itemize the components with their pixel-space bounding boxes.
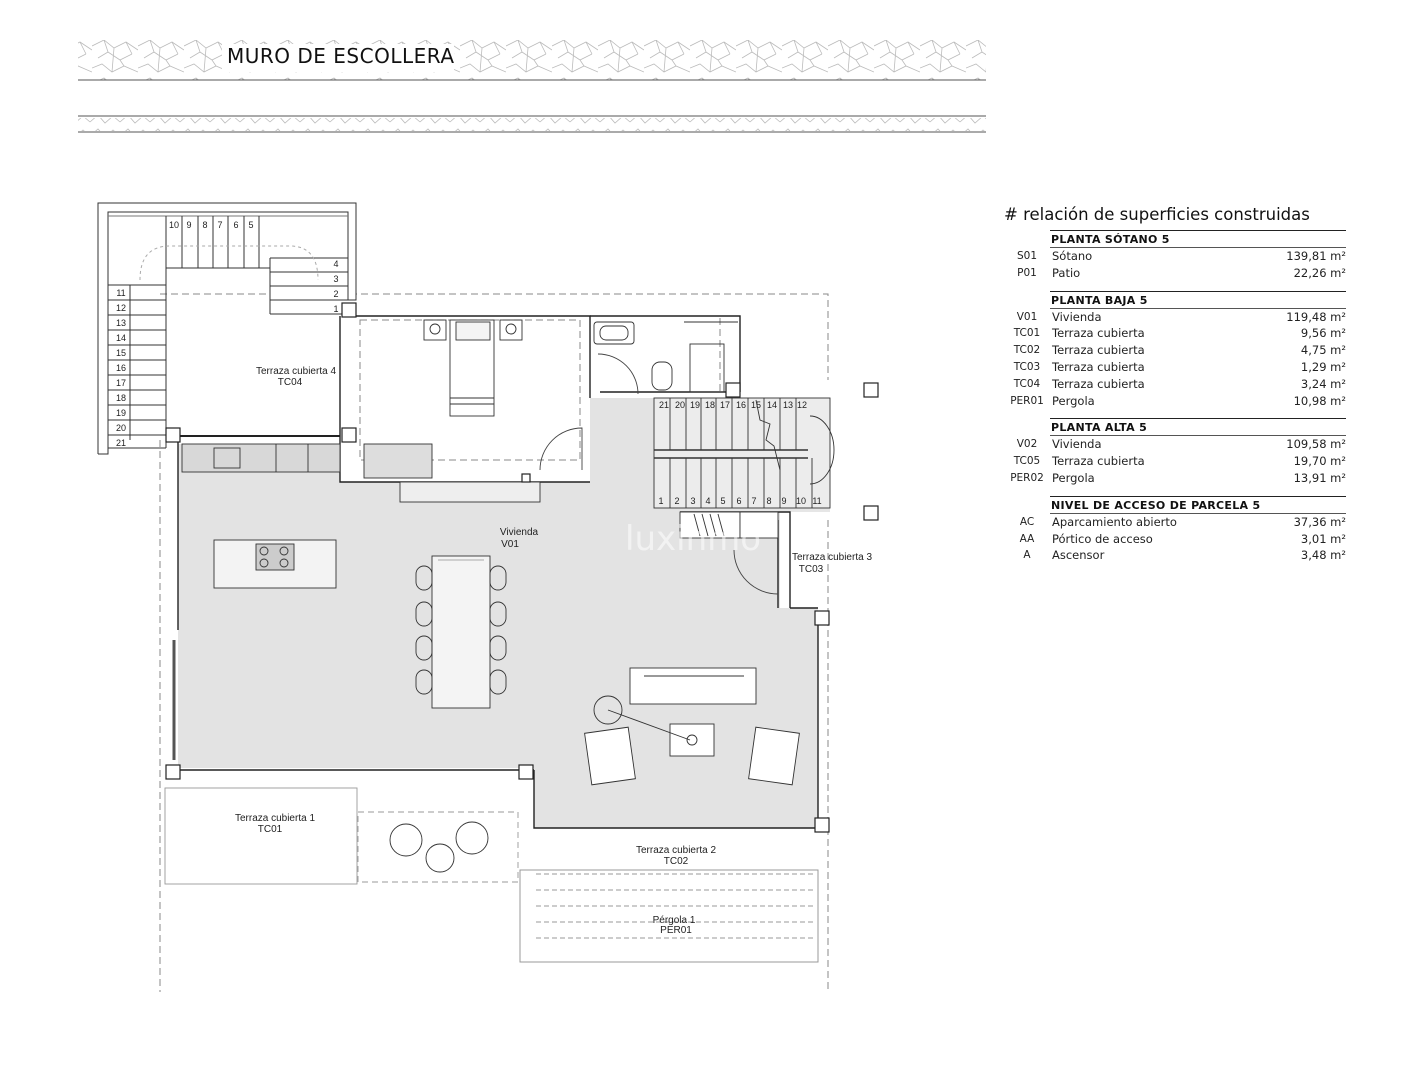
stair-number: 14 [115,333,127,343]
surface-code: A [1023,549,1031,562]
room-code-tc02: TC02 [663,856,689,867]
surface-row [1004,359,1346,376]
surface-code: PER01 [1010,394,1044,407]
room-code-tc01: TC01 [257,824,283,835]
surface-name: Vivienda [1052,437,1102,452]
stair-number: 17 [719,400,731,410]
surface-value: 3,01 m² [1300,531,1346,546]
room-name-tc01: Terraza cubierta 1 [234,813,316,824]
bathroom [594,322,738,394]
surface-code: TC04 [1013,377,1041,390]
main-stair [654,398,834,508]
stair-number: 11 [812,496,822,506]
surface-row [1004,325,1346,342]
section-title: PLANTA ALTA 5 [1050,418,1346,436]
stair-number: 5 [720,496,726,506]
room-code-tc03: TC03 [798,564,824,575]
surface-name: Terraza cubierta [1052,376,1145,391]
surface-name: Terraza cubierta [1052,454,1145,469]
surfaces-table [1004,205,1346,573]
surface-value: 4,75 m² [1300,343,1346,358]
stair-number: 21 [658,400,670,410]
surfaces-section [1004,291,1346,410]
stair-number: 20 [674,400,686,410]
surface-value: 9,56 m² [1300,326,1346,341]
stair-number: 6 [736,496,742,506]
surface-value: 119,48 m² [1286,309,1346,324]
bedroom [364,320,582,502]
room-code-per01: PER01 [660,925,692,936]
stair-number: 3 [333,274,339,284]
surfaces-heading: # relación de superficies construidas [1004,205,1310,224]
stair-number: 8 [202,220,208,230]
stair-number: 13 [115,318,127,328]
surface-row [1004,393,1346,410]
surface-row [1004,265,1346,282]
surface-value: 10,98 m² [1293,393,1346,408]
surface-name: Vivienda [1052,309,1102,324]
rock-wall [78,40,986,132]
surface-row [1004,547,1346,564]
surface-row [1004,470,1346,487]
surface-name: Terraza cubierta [1052,359,1145,374]
wall-title: MURO DE ESCOLLERA [227,44,455,68]
stair-number: 20 [115,423,127,433]
surface-value: 13,91 m² [1293,470,1346,485]
stair-number: 10 [795,496,807,506]
stair-number: 2 [674,496,680,506]
surface-value: 3,24 m² [1300,376,1346,391]
surface-value: 139,81 m² [1286,249,1346,263]
surface-name: Pergola [1052,470,1095,485]
stair-number: 15 [115,348,127,358]
surface-code: S01 [1016,250,1038,262]
stair-number: 5 [248,220,254,230]
surface-name: Terraza cubierta [1052,326,1145,341]
section-title: NIVEL DE ACCESO DE PARCELA 5 [1050,496,1346,514]
surfaces-section [1004,418,1346,486]
stair-number: 16 [735,400,747,410]
stair-number: 19 [115,408,127,418]
stair-number: 1 [658,496,664,506]
surface-name: Pórtico de acceso [1052,531,1153,546]
stair-number: 11 [116,288,126,298]
surface-row [1004,453,1346,470]
surface-name: Sótano [1052,249,1093,263]
room-name-v01: Vivienda [499,527,539,538]
stair-number: 7 [751,496,757,506]
stair-number: 12 [115,303,127,313]
section-title: PLANTA BAJA 5 [1050,291,1346,309]
surfaces-section [1004,496,1346,564]
stair-number: 13 [782,400,794,410]
stair-number: 18 [115,393,127,403]
stair-number: 4 [705,496,711,506]
surface-name: Ascensor [1052,548,1105,563]
surface-row [1004,436,1346,453]
surface-row [1004,531,1346,548]
stair-number: 12 [796,400,808,410]
stair-number: 21 [115,438,127,448]
surface-code: PER02 [1010,471,1044,484]
surface-code: V01 [1016,310,1038,323]
surfaces-sections [1004,230,1346,564]
room-code-tc04: TC04 [277,377,303,388]
room-name-tc04: Terraza cubierta 4 [255,366,337,377]
stair-number: 16 [115,363,127,373]
stair-number: 9 [781,496,787,506]
surfaces-section [1004,230,1346,282]
surface-code: P01 [1017,266,1037,279]
surface-name: Terraza cubierta [1052,343,1145,358]
stair-number: 9 [186,220,192,230]
surface-code: TC02 [1013,344,1041,357]
stair-number: 1 [333,304,339,314]
surface-row [1004,514,1346,531]
surface-name: Pergola [1052,393,1095,408]
stair-number: 6 [233,220,239,230]
upper-stair [98,203,356,454]
surface-value: 22,26 m² [1293,265,1346,280]
surface-value: 19,70 m² [1293,454,1346,469]
surface-row [1004,376,1346,393]
surface-value: 3,48 m² [1300,548,1346,563]
stair-number: 17 [115,378,127,388]
room-code-v01: V01 [501,539,519,550]
stair-number: 10 [168,220,180,230]
surface-row [1004,309,1346,326]
stair-number: 7 [217,220,223,230]
surface-code: V02 [1016,438,1038,451]
stair-number: 15 [750,400,762,410]
surface-value: 1,29 m² [1300,359,1346,374]
surface-value: 109,58 m² [1286,437,1346,452]
surface-code: TC01 [1013,327,1041,340]
section-title: PLANTA SÓTANO 5 [1050,230,1346,248]
stair-number: 19 [689,400,701,410]
stair-number: 3 [690,496,696,506]
surface-name: Patio [1052,265,1081,280]
stair-number: 2 [333,289,339,299]
surface-code: AC [1019,515,1035,528]
surface-code: TC05 [1013,455,1041,468]
watermark: luxinmo [625,519,762,559]
surface-code: AA [1019,532,1035,545]
stair-number: 8 [766,496,772,506]
surface-code: TC03 [1013,360,1041,373]
stair-number: 4 [333,259,339,269]
stair-number: 14 [766,400,778,410]
surface-row [1004,342,1346,359]
room-name-tc03: Terraza cubierta 3 [791,552,873,563]
surface-row [1004,248,1346,265]
room-name-tc02: Terraza cubierta 2 [635,845,717,856]
surface-name: Aparcamiento abierto [1052,514,1177,529]
surface-value: 37,36 m² [1293,514,1346,529]
stair-number: 18 [704,400,716,410]
room-name-per01: Pérgola 1 [652,915,696,926]
